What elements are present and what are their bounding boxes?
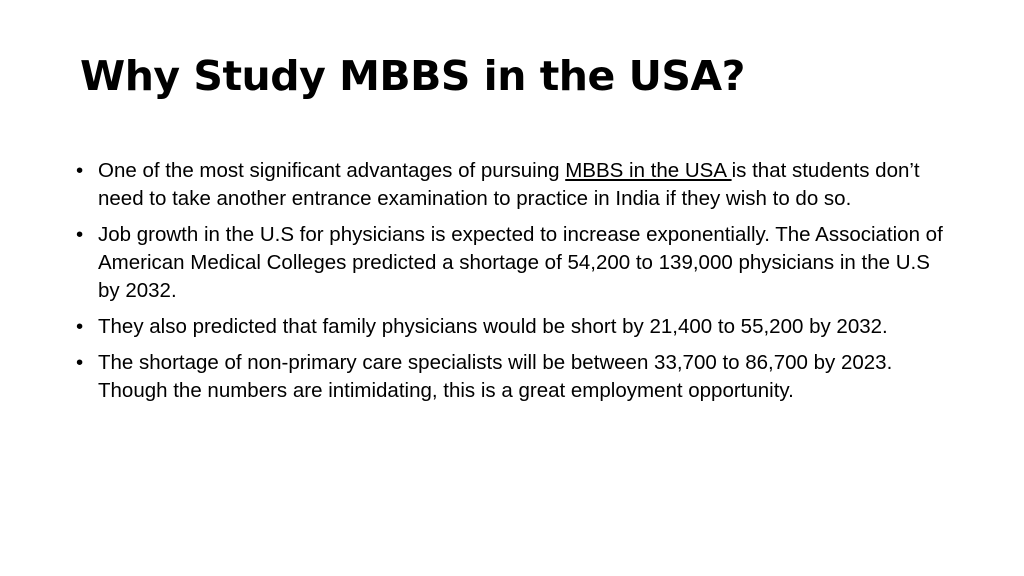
bullet-icon: • bbox=[76, 223, 84, 246]
bullet-icon: • bbox=[76, 351, 84, 374]
bullet-icon: • bbox=[76, 159, 84, 182]
mbbs-usa-link[interactable]: MBBS in the USA bbox=[565, 159, 732, 182]
bullet-text: They also predicted that family physicians would be short by 21,400 to 55,200 by 2032. bbox=[98, 315, 888, 338]
slide-title: Why Study MBBS in the USA? bbox=[80, 52, 745, 100]
bullet-text: is that students don’t need to take another entrance examination to practice in India if they wish to do so. bbox=[98, 159, 920, 210]
bullet-text: One of the most significant advantages of pursuing bbox=[98, 159, 566, 182]
bullet-item-4 bbox=[76, 349, 956, 405]
bullet-item-1 bbox=[76, 157, 956, 213]
bullet-icon: • bbox=[76, 315, 84, 338]
bullet-item-2 bbox=[76, 221, 956, 305]
bullet-text: The shortage of non-primary care specialists will be between 33,700 to 86,700 by 2023. Though the numbers are intimidating, this is a great employment opportunity. bbox=[98, 351, 893, 402]
bullet-text: Job growth in the U.S for physicians is expected to increase exponentially. The Association of American Medical Colleges predicted a shortage of 54,200 to 139,000 physicians in the U.S by 2032. bbox=[98, 223, 943, 302]
bullet-list bbox=[76, 157, 956, 413]
bullet-item-3 bbox=[76, 313, 956, 341]
